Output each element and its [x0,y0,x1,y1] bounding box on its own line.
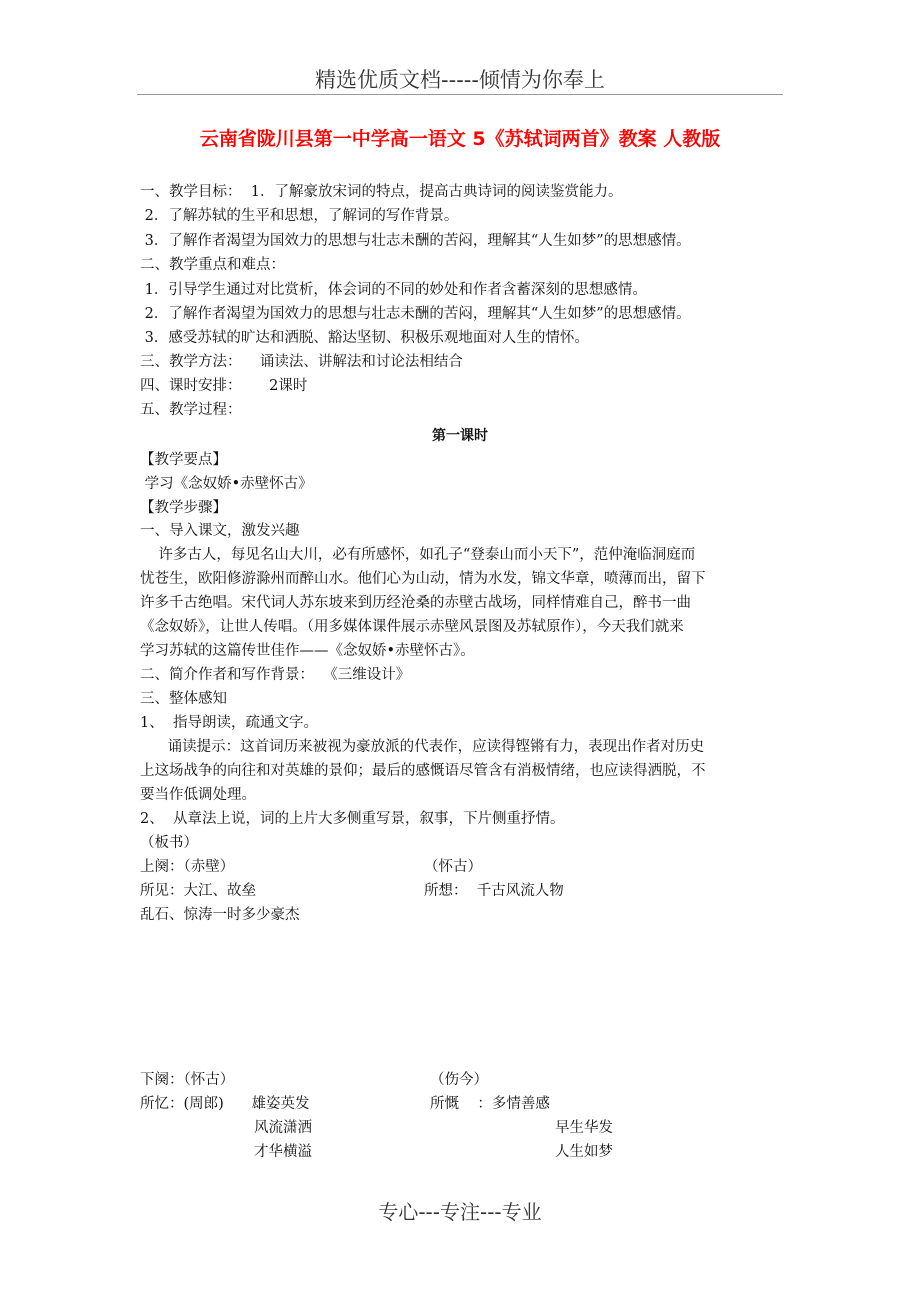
board-text: 上阕：（赤壁） [140,859,235,875]
text-line: 三、教学方法： 诵读法、讲解法和讨论法相结合 [140,354,463,370]
text-line: 1、 指导朗读，疏通文字。 [140,715,318,731]
text-line: 【教学要点】 [140,452,227,468]
board-text: 所见：大江、故垒 [140,883,256,899]
header-divider [137,94,783,95]
lesson-heading: 第一课时 [432,428,488,444]
text-line: 1．引导学生通过对比赏析，体会词的不同的妙处和作者含蓄深刻的思想感情。 [140,282,647,298]
text-line: 要当作低调处理。 [140,787,256,803]
text-line: 《念奴娇》，让世人传唱。（用多媒体课件展示赤壁风景图及苏轼原作），今天我们就来 [140,619,684,635]
text-line: 二、简介作者和写作背景： 《三维设计》 [140,667,411,683]
text-line: 许多千古绝唱。宋代词人苏东坡来到历经沧桑的赤壁古战场，同样情难自己，醉书一曲 [140,595,691,611]
board-text: （怀古） [424,859,482,875]
board-text: 所想： 千古风流人物 [424,883,564,899]
page-footer: 专心---专注---专业 [378,1200,542,1224]
text-line: 学习《念奴娇•赤壁怀古》 [140,476,313,492]
text-line: 许多古人，每见名山大川，必有所感怀，如孔子“登泰山而小天下”，范仲淹临洞庭而 [140,547,696,563]
text-line: 五、教学过程： [140,402,242,418]
board-text: 人生如梦 [555,1144,613,1160]
document-title: 云南省陇川县第一中学高一语文 5《苏轼词两首》教案 人教版 [199,128,721,150]
text-line: 学习苏轼的这篇传世佳作——《念奴娇•赤壁怀古》。 [140,643,475,659]
text-line: 【教学步骤】 [140,500,227,516]
page-header: 精选优质文档-----倾情为你奉上 [315,68,605,92]
text-line: 3．了解作者渴望为国效力的思想与壮志未酬的苦闷，理解其“人生如梦”的思想感情。 [140,233,691,249]
text-line: 一、导入课文，激发兴趣 [140,523,300,539]
text-line: 2、 从章法上说，词的上片大多侧重写景，叙事，下片侧重抒情。 [140,811,565,827]
text-line: 2．了解作者渴望为国效力的思想与壮志未酬的苦闷，理解其“人生如梦”的思想感情。 [140,306,691,322]
text-line: 2．了解苏轼的生平和思想，了解词的写作背景。 [140,208,459,224]
board-text: 风流潇洒 [254,1120,312,1136]
board-text: （伤今） [430,1072,488,1088]
text-line: 上这场战争的向往和对英雄的景仰；最后的感慨语尽管含有消极情绪，也应读得洒脱，不 [140,763,706,779]
text-line: 四、课时安排： 2课时 [140,378,308,394]
text-line: （板书） [140,835,198,851]
text-line: 二、教学重点和难点： [140,257,285,273]
board-text: 所忆：(周郎) 雄姿英发 [140,1096,310,1112]
board-text: 早生华发 [555,1120,613,1136]
text-line: 3．感受苏轼的旷达和洒脱、豁达坚韧、积极乐观地面对人生的情怀。 [140,330,589,346]
text-line: 诵读提示：这首词历来被视为豪放派的代表作，应读得铿锵有力，表现出作者对历史 [140,739,705,755]
board-text: 乱石、惊涛一时多少豪杰 [140,907,300,923]
board-text: 才华横溢 [254,1144,312,1160]
text-line: 三、整体感知 [140,691,227,707]
text-line: 一、教学目标： 1．了解豪放宋词的特点，提高古典诗词的阅读鉴赏能力。 [140,184,623,200]
board-text: 所慨 ：多情善感 [430,1096,550,1112]
text-line: 忧苍生，欧阳修游滁州而醉山水。他们心为山动，情为水发，锦文华章，喷薄而出，留下 [140,571,706,587]
board-text: 下阕：（怀古） [140,1072,235,1088]
